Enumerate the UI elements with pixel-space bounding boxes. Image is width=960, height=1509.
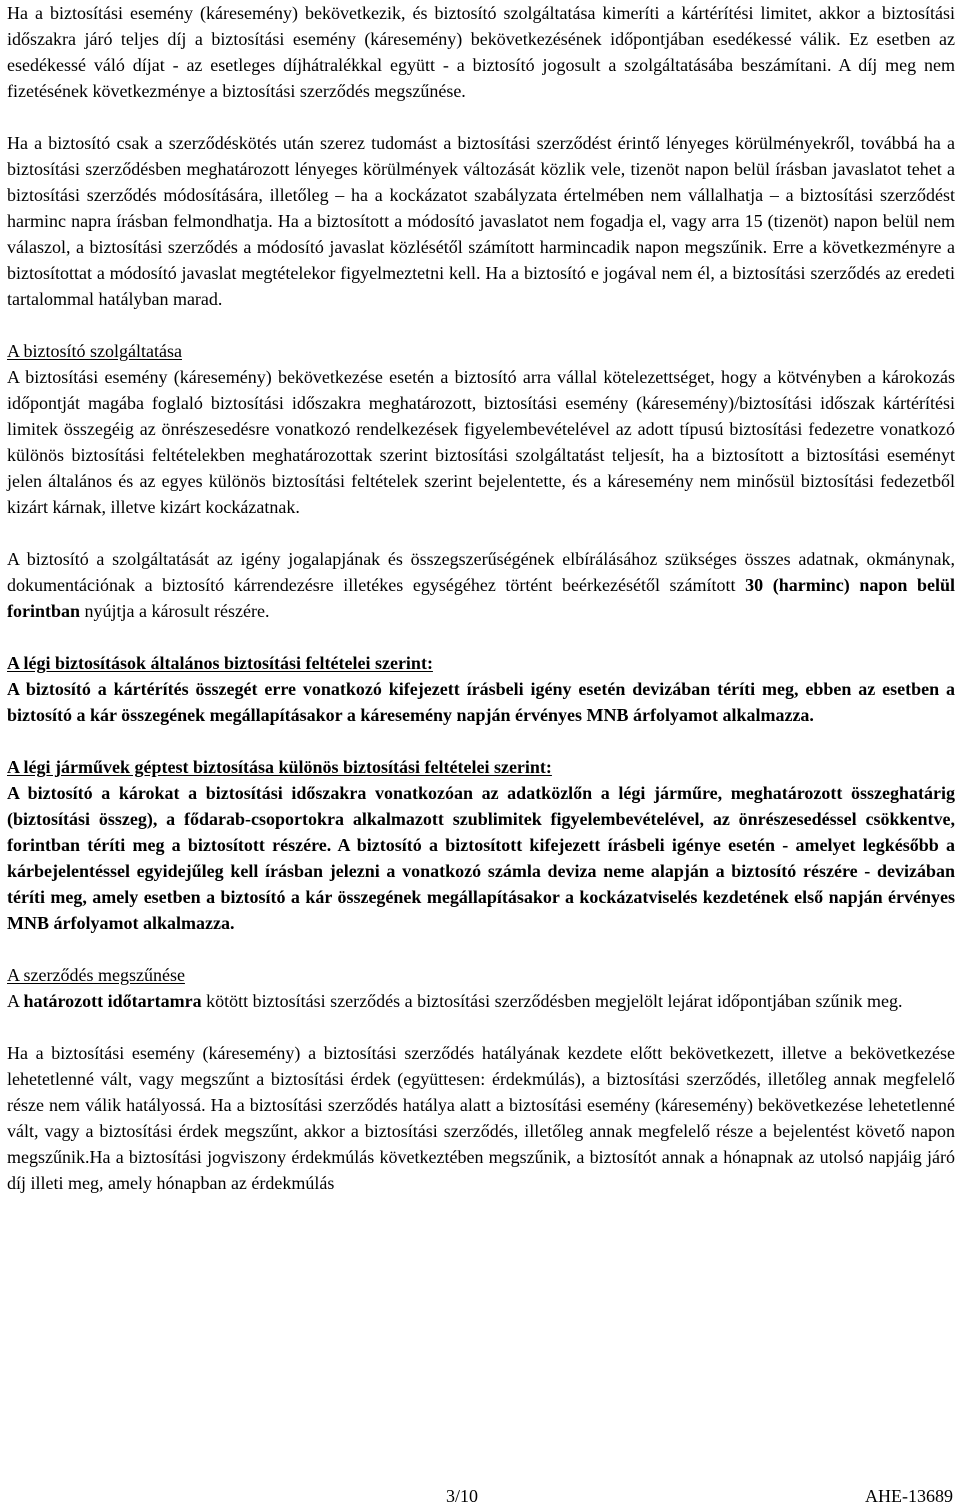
paragraph-premium-due: [7, 0, 955, 104]
paragraph-text: A díj meg nem fizetésének következménye a biztosítási szerződés megszűnése.: [7, 55, 955, 101]
page-number: 3/10: [446, 1486, 479, 1506]
heading-aircraft-hull: A légi járművek géptest biztosítása különös biztosítási feltételei szerint:: [7, 757, 552, 777]
heading-contract-termination: A szerződés megszűnése: [7, 965, 185, 985]
paragraph-aircraft-hull: A biztosító a károkat a biztosítási időszakra vonatkozóan az adatközlőn a légi járműre, meghatározott összeghatárig (biztosítási összeg), a fődarab-csoportokra alkalmazott szublimitek figyelembevételével, az önrészesedéssel csökkentve, forintban téríti meg a biztosított részére. A biztosító a biztosított kifejezett írásbeli igénye esetén - amelyet legkésőbb a kárbejelentéssel egyidejűleg kell írásban jelezni a vonatkozó számla deviza neme alapján a biztosító részére - devizában téríti meg, amely esetben a biztosító a kár összegének megállapításakor a kockázatviselés kezdetének első napján érvényes MNB árfolyamot alkalmazza.: [7, 783, 955, 933]
page-footer: [0, 1483, 960, 1509]
paragraph-text: Ha a biztosítási esemény (káresemény) bekövetkezik, és biztosító szolgáltatása kimeríti a kártérítési limitet, akkor a biztosítási időszakra járó teljes díj a biztosítási esemény (káresemény) bekövetkezésének időpontjában esedékessé válik. Ez esetben az esedékessé váló díjat - az esetleges díjhátralékkal együtt - a biztosító jogosult a szolgáltatásába beszámítani.: [7, 3, 955, 75]
paragraph-aviation-general: A biztosító a kártérítés összegét erre vonatkozó kifejezett írásbeli igény esetén devizában téríti meg, ebben az esetben a biztosító a kár összegének megállapításakor a káresemény napján érvényes MNB árfolyamot alkalmazza.: [7, 679, 955, 725]
paragraph-text: nyújtja a károsult részére.: [80, 601, 270, 621]
paragraph-text: A: [7, 991, 24, 1011]
heading-insurer-service: A biztosító szolgáltatása: [7, 341, 182, 361]
paragraph-insurer-service: A biztosítási esemény (káresemény) bekövetkezése esetén a biztosító arra vállal kötelezettséget, hogy a kötvényben a károkozás időpontját magába foglaló biztosítási időszakra meghatározott, biztosítási esemény (káresemény)/biztosítási időszak kártérítési limitek összegéig az önrészesedésre vonatkozó rendelkezések figyelembevételével az adott típusú biztosítási fedezetre vonatkozó különös biztosítási feltételekben meghatározottak szerint biztosítási szolgáltatást teljesít, ha a biztosított a biztosítási eseményt jelen általános és az egyes különös biztosítási feltételek szerint bejelentette, és a káresemény nem minősül biztosítási fedezetből kizárt kárnak, illetve kizárt kockázatnak.: [7, 367, 955, 517]
paragraph-contract-modification: Ha a biztosító csak a szerződéskötés után szerez tudomást a biztosítási szerződést érintő lényeges körülményekről, továbbá ha a biztosítási szerződésben meghatározott lényeges körülmények változását közlik vele, tizenöt napon belül írásban javaslatot tehet a biztosítási szerződés módosítására, illetőleg – ha a kockázatot szabályzata értelmében nem vállalhatja – a biztosítási szerződést harminc napra írásban felmondhatja. Ha a biztosított a módosító javaslatot nem fogadja el, vagy arra 15 (tizenöt) napon belül nem válaszol, a biztosítási szerződés a módosító javaslat közlésétől számított harmincadik napon megszűnik. Erre a következményre a biztosítottat a módosító javaslat megtételekor figyelmeztetni kell. Ha a biztosító e jogával nem él, a biztosítási szerződés az eredeti tartalommal hatályban marad.: [7, 133, 955, 309]
document-code: AHE-13689: [865, 1486, 953, 1506]
document-page: [7, 0, 955, 1196]
paragraph-text: A biztosító a szolgáltatását az igény jogalapjának és összegszerűségének elbírálásához szükséges összes adatnak, okmánynak, dokumentációnak a biztosító kárrendezésre illetékes egységéhez történt beérkezésétől számított: [7, 549, 955, 595]
paragraph-text: kötött biztosítási szerződés a biztosítási szerződésben megjelölt lejárat időpontjában szűnik meg.: [201, 991, 903, 1011]
paragraph-fixed-term: [7, 988, 955, 1014]
paragraph-interest-lapse: Ha a biztosítási esemény (káresemény) a biztosítási szerződés hatályának kezdete előtt bekövetkezett, illetve a bekövetkezése lehetetlenné vált, vagy megszűnt a biztosítási érdek (együttesen: érdekmúlás), a biztosítási szerződés, illetőleg annak megfelelő része nem válik hatályossá. Ha a biztosítási szerződés hatálya alatt a biztosítási esemény (káresemény) bekövetkezése lehetetlenné vált, vagy a biztosítási érdek megszűnt, akkor a biztosítási szerződés, illetőleg annak megfelelő része a bejelentést követő napon megszűnik.Ha a biztosítási jogviszony érdekmúlás következtében megszűnik, a biztosítót annak a hónapnak az utolsó napjáig járó díj illeti meg, amely hónapban az érdekmúlás: [7, 1043, 955, 1193]
paragraph-bold-text: határozott időtartamra: [23, 991, 202, 1011]
heading-aviation-general: A légi biztosítások általános biztosítási feltételei szerint:: [7, 653, 433, 673]
paragraph-bold-text: 30 (harminc) napon belül forintban: [7, 575, 955, 621]
paragraph-payment-deadline: [7, 546, 955, 624]
